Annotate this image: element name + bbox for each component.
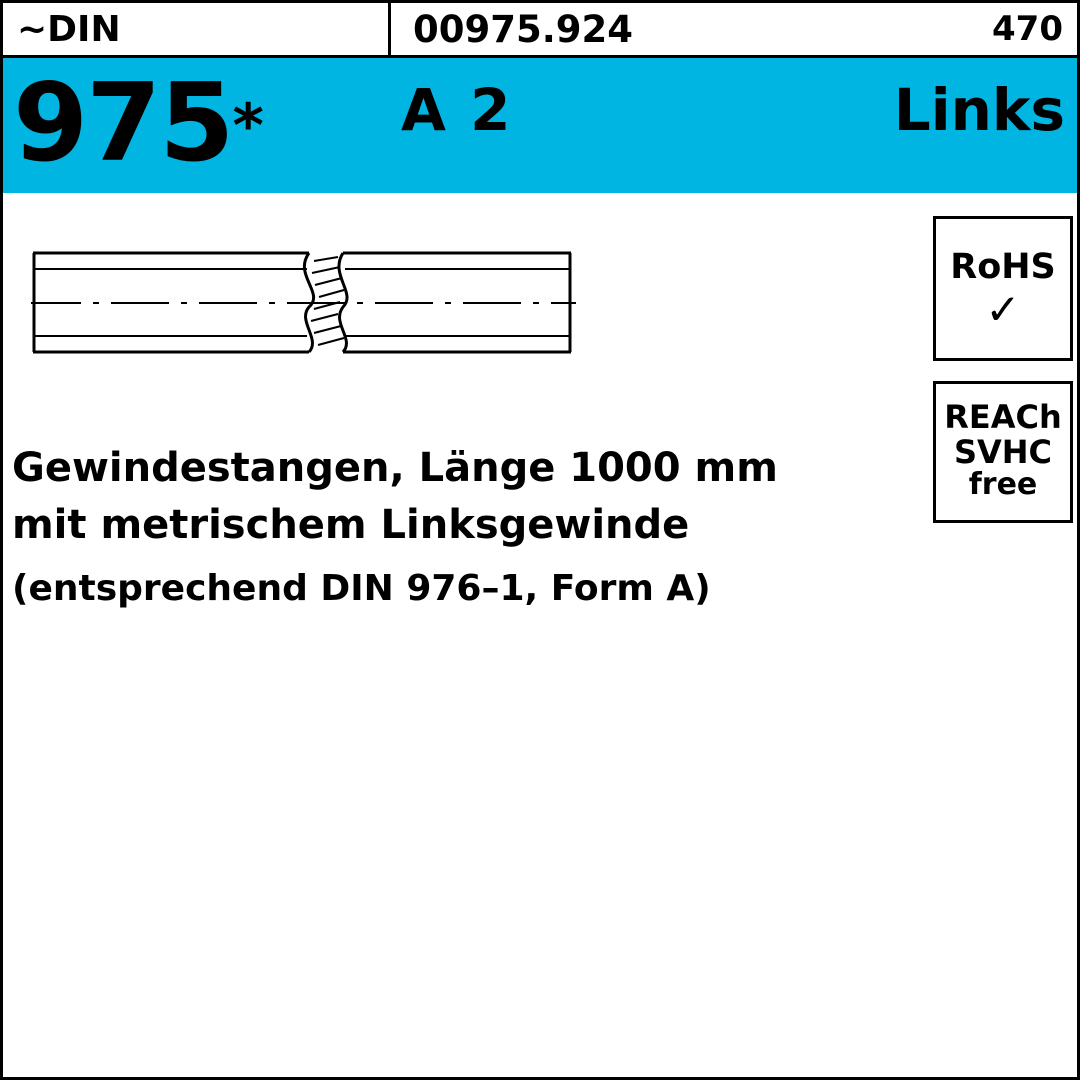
din-number (13, 61, 262, 186)
header-strip (3, 3, 1077, 55)
thread-direction: Links (893, 76, 1065, 144)
din-number-asterisk: * (232, 91, 262, 161)
check-icon: ✓ (985, 285, 1021, 334)
rohs-label: RoHS (950, 247, 1056, 287)
din-number-value: 975 (13, 61, 233, 186)
material-grade: A 2 (401, 76, 513, 144)
title-band (3, 58, 1077, 193)
page-code: 470 (992, 9, 1063, 49)
product-description (12, 440, 912, 554)
description-line-2: mit metrischem Linksgewinde (12, 501, 690, 548)
free-label: free (968, 467, 1038, 503)
reach-badge (933, 381, 1073, 523)
rohs-badge (933, 216, 1073, 361)
article-number: 00975.924 (413, 7, 634, 51)
description-line-1: Gewindestangen, Länge 1000 mm (12, 445, 778, 491)
threaded-rod-icon (31, 245, 576, 360)
svhc-label: SVHC (953, 432, 1053, 471)
standard-label: ~DIN (17, 8, 121, 50)
threaded-rod-drawing (31, 245, 576, 360)
description-note: (entsprechend DIN 976–1, Form A) (12, 568, 711, 609)
reach-label: REACh (944, 398, 1062, 436)
